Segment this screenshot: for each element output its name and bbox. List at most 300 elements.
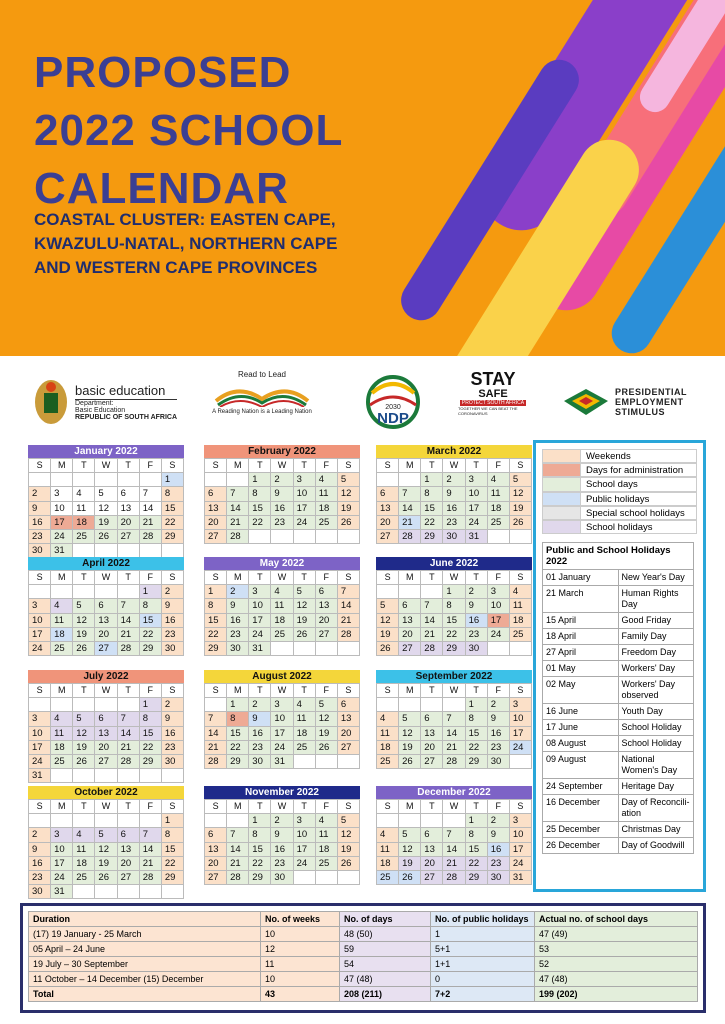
day-cell: 25 [315, 515, 337, 529]
day-cell: 28 [205, 754, 227, 768]
day-cell: 27 [95, 754, 117, 768]
holiday-date: 25 December [543, 822, 619, 838]
weekday-header: S [29, 800, 51, 814]
month-calendar [376, 786, 532, 885]
weekday-header: S [509, 684, 531, 698]
legend-label: School holidays [586, 521, 653, 533]
month-header: March 2022 [376, 445, 532, 458]
duration-cell: No. of public holidays [431, 912, 535, 927]
day-cell: 19 [399, 740, 421, 754]
day-cell: 6 [421, 828, 443, 842]
day-cell: 5 [337, 814, 359, 828]
day-cell: 28 [227, 529, 249, 543]
day-cell: 3 [29, 599, 51, 613]
day-cell [443, 814, 465, 828]
month-table [204, 458, 360, 544]
day-cell: 13 [117, 842, 139, 856]
holiday-date: 01 May [543, 661, 619, 677]
day-cell: 11 [487, 487, 509, 501]
duration-cell: 1 [431, 927, 535, 942]
day-cell: 26 [73, 641, 95, 655]
title-line: CALENDAR [34, 164, 289, 213]
day-cell: 5 [399, 828, 421, 842]
day-cell: 13 [421, 842, 443, 856]
day-cell: 6 [399, 599, 421, 613]
month-header: December 2022 [376, 786, 532, 799]
day-cell: 28 [227, 870, 249, 884]
day-cell [399, 814, 421, 828]
day-cell: 23 [271, 515, 293, 529]
day-cell: 11 [315, 828, 337, 842]
legend-item [542, 520, 697, 534]
duration-cell: 54 [340, 957, 431, 972]
day-cell: 25 [377, 754, 399, 768]
day-cell: 1 [249, 814, 271, 828]
weekday-header: S [509, 800, 531, 814]
day-cell: 7 [443, 828, 465, 842]
day-cell: 14 [421, 613, 443, 627]
day-cell: 6 [95, 599, 117, 613]
legend-item [542, 463, 697, 477]
basic-education-text: basic education [75, 383, 177, 400]
day-cell: 29 [249, 870, 271, 884]
day-cell [293, 641, 315, 655]
day-cell: 20 [205, 856, 227, 870]
subtitle-line: COASTAL CLUSTER: EASTEN CAPE, [34, 210, 336, 229]
day-cell: 13 [337, 712, 359, 726]
weekday-header: F [487, 684, 509, 698]
holiday-date: 01 January [543, 570, 619, 586]
day-cell [161, 544, 183, 558]
weekday-header: S [161, 459, 183, 473]
holiday-date: 16 June [543, 704, 619, 720]
day-cell: 19 [73, 740, 95, 754]
day-cell: 1 [465, 698, 487, 712]
month-header: July 2022 [28, 670, 184, 683]
weekday-header: S [205, 459, 227, 473]
day-cell: 18 [487, 501, 509, 515]
month-calendar [376, 557, 532, 656]
legend-swatch [543, 464, 581, 476]
day-cell: 1 [139, 698, 161, 712]
day-cell: 8 [227, 712, 249, 726]
month-header: May 2022 [204, 557, 360, 570]
day-cell: 25 [73, 870, 95, 884]
day-cell [249, 529, 271, 543]
duration-cell: (17) 19 January - 25 March [29, 927, 261, 942]
duration-cell: 12 [261, 942, 340, 957]
duration-cell: 47 (49) [535, 927, 698, 942]
day-cell: 28 [337, 627, 359, 641]
day-cell: 2 [465, 585, 487, 599]
day-cell: 26 [293, 627, 315, 641]
day-cell [95, 814, 117, 828]
legend-item [542, 477, 697, 491]
weekday-header: W [271, 800, 293, 814]
day-cell: 23 [271, 856, 293, 870]
holiday-name: Good Friday [618, 613, 694, 629]
holiday-name: Christmas Day [618, 822, 694, 838]
holiday-row [543, 586, 694, 613]
legend-swatch [543, 450, 581, 462]
weekday-header: F [487, 459, 509, 473]
weekday-header: W [271, 571, 293, 585]
pres-line: EMPLOYMENT [615, 397, 684, 407]
day-cell: 4 [73, 487, 95, 501]
holiday-name: New Year's Day [618, 570, 694, 586]
day-cell [117, 544, 139, 558]
weekday-header: T [465, 459, 487, 473]
holiday-name: Youth Day [618, 704, 694, 720]
month-calendar [376, 670, 532, 769]
day-cell: 13 [399, 613, 421, 627]
day-cell: 19 [337, 842, 359, 856]
duration-cell: 19 July – 30 September [29, 957, 261, 972]
weekday-header: F [315, 684, 337, 698]
day-cell: 21 [139, 515, 161, 529]
day-cell [161, 769, 183, 783]
weekday-header: T [293, 571, 315, 585]
day-cell: 6 [421, 712, 443, 726]
dept-line: Department: [75, 400, 114, 407]
day-cell: 4 [487, 473, 509, 487]
day-cell: 16 [465, 613, 487, 627]
day-cell: 20 [95, 740, 117, 754]
day-cell [421, 585, 443, 599]
duration-panel [20, 903, 706, 1013]
weekday-header: T [465, 684, 487, 698]
day-cell: 2 [271, 473, 293, 487]
day-cell: 9 [465, 599, 487, 613]
month-table [376, 683, 532, 769]
day-cell: 26 [399, 870, 421, 884]
day-cell [139, 814, 161, 828]
holiday-date: 09 August [543, 752, 619, 779]
weekday-header: T [117, 684, 139, 698]
day-cell: 2 [249, 698, 271, 712]
day-cell [205, 473, 227, 487]
day-cell: 2 [487, 814, 509, 828]
day-cell: 10 [293, 828, 315, 842]
day-cell [29, 585, 51, 599]
day-cell: 27 [399, 641, 421, 655]
day-cell [95, 585, 117, 599]
day-cell: 8 [465, 828, 487, 842]
duration-cell: 11 [261, 957, 340, 972]
day-cell: 22 [139, 740, 161, 754]
weekday-header: S [377, 459, 399, 473]
duration-cell: 7+2 [431, 987, 535, 1002]
weekday-header: M [399, 459, 421, 473]
holiday-date: 18 April [543, 629, 619, 645]
day-cell: 14 [443, 842, 465, 856]
day-cell [227, 473, 249, 487]
day-cell [337, 529, 359, 543]
day-cell: 29 [421, 529, 443, 543]
day-cell [315, 641, 337, 655]
month-calendar [28, 445, 184, 558]
page-subtitle [34, 208, 337, 280]
day-cell: 14 [227, 501, 249, 515]
day-cell: 7 [117, 712, 139, 726]
month-table [28, 570, 184, 656]
holiday-row [543, 752, 694, 779]
weekday-header: W [95, 684, 117, 698]
day-cell: 5 [95, 487, 117, 501]
duration-cell: 208 (211) [340, 987, 431, 1002]
day-cell: 7 [443, 712, 465, 726]
day-cell: 11 [271, 599, 293, 613]
day-cell: 2 [29, 828, 51, 842]
day-cell [205, 814, 227, 828]
holiday-date: 15 April [543, 613, 619, 629]
day-cell [227, 814, 249, 828]
day-cell: 16 [161, 726, 183, 740]
day-cell: 4 [377, 712, 399, 726]
weekday-header: M [51, 684, 73, 698]
duration-cell: Actual no. of school days [535, 912, 698, 927]
legend-label: Days for administration [586, 465, 684, 477]
read-to-lead-text: Read to Lead [237, 370, 287, 379]
day-cell: 7 [399, 487, 421, 501]
day-cell: 31 [465, 529, 487, 543]
day-cell [315, 529, 337, 543]
day-cell: 15 [465, 842, 487, 856]
day-cell: 3 [249, 585, 271, 599]
subtitle-line: AND WESTERN CAPE PROVINCES [34, 258, 318, 277]
month-header: April 2022 [28, 557, 184, 570]
weekday-header: M [399, 800, 421, 814]
day-cell: 25 [377, 870, 399, 884]
month-header: June 2022 [376, 557, 532, 570]
day-cell: 2 [487, 698, 509, 712]
coat-of-arms-icon [32, 377, 70, 427]
day-cell [73, 769, 95, 783]
day-cell: 19 [509, 501, 531, 515]
month-table [204, 570, 360, 656]
day-cell [95, 769, 117, 783]
duration-cell: 10 [261, 972, 340, 987]
day-cell: 6 [117, 487, 139, 501]
weekday-header: S [29, 684, 51, 698]
day-cell: 5 [399, 712, 421, 726]
day-cell: 18 [293, 726, 315, 740]
holiday-name: Heritage Day [618, 779, 694, 795]
day-cell: 14 [337, 599, 359, 613]
basic-education-logo [32, 370, 177, 434]
weekday-header: S [29, 571, 51, 585]
day-cell: 18 [73, 856, 95, 870]
day-cell: 12 [293, 599, 315, 613]
duration-cell: 11 October – 14 December (15) December [29, 972, 261, 987]
day-cell: 5 [73, 599, 95, 613]
day-cell: 13 [117, 501, 139, 515]
day-cell: 10 [271, 712, 293, 726]
day-cell: 14 [139, 842, 161, 856]
month-table [28, 458, 184, 558]
day-cell: 28 [443, 870, 465, 884]
day-cell: 10 [487, 599, 509, 613]
legend-item [542, 506, 697, 520]
header-banner [0, 0, 725, 356]
day-cell: 11 [51, 726, 73, 740]
month-calendar [28, 670, 184, 783]
holiday-date: 16 December [543, 795, 619, 822]
day-cell [73, 698, 95, 712]
day-cell: 10 [29, 726, 51, 740]
day-cell: 28 [117, 754, 139, 768]
day-cell: 2 [443, 473, 465, 487]
duration-cell: 43 [261, 987, 340, 1002]
holiday-row [543, 570, 694, 586]
day-cell [29, 814, 51, 828]
duration-cell: 5+1 [431, 942, 535, 957]
holiday-date: 17 June [543, 720, 619, 736]
day-cell: 7 [227, 828, 249, 842]
weekday-header: S [509, 571, 531, 585]
dept-line: Basic Education [75, 407, 126, 414]
duration-cell: 10 [261, 927, 340, 942]
day-cell [139, 544, 161, 558]
legend-item [542, 449, 697, 463]
stay-text: STAY [470, 369, 516, 389]
pres-line: PRESIDENTIAL [615, 387, 688, 397]
day-cell [315, 754, 337, 768]
month-calendar [376, 445, 532, 544]
pres-line: STIMULUS [615, 407, 665, 417]
day-cell: 17 [509, 842, 531, 856]
safe-tag: TOGETHER WE CAN BEAT THE CORONAVIRUS [458, 406, 518, 416]
day-cell [337, 754, 359, 768]
day-cell: 16 [487, 842, 509, 856]
day-cell [51, 769, 73, 783]
day-cell: 7 [139, 828, 161, 842]
day-cell: 14 [399, 501, 421, 515]
day-cell: 20 [95, 627, 117, 641]
day-cell: 5 [73, 712, 95, 726]
day-cell: 29 [161, 870, 183, 884]
day-cell: 15 [249, 501, 271, 515]
day-cell: 4 [315, 473, 337, 487]
day-cell: 19 [337, 501, 359, 515]
day-cell: 15 [139, 613, 161, 627]
day-cell: 27 [117, 529, 139, 543]
month-table [376, 799, 532, 885]
day-cell: 26 [337, 515, 359, 529]
day-cell: 23 [487, 740, 509, 754]
day-cell [271, 529, 293, 543]
day-cell: 20 [205, 515, 227, 529]
weekday-header: T [421, 571, 443, 585]
day-cell: 17 [29, 627, 51, 641]
holiday-name: School Holiday [618, 736, 694, 752]
weekday-header: T [73, 684, 95, 698]
day-cell: 23 [249, 740, 271, 754]
day-cell: 9 [271, 487, 293, 501]
weekday-header: W [443, 684, 465, 698]
day-cell: 16 [271, 501, 293, 515]
day-cell: 1 [249, 473, 271, 487]
day-cell: 15 [139, 726, 161, 740]
day-cell: 2 [161, 698, 183, 712]
day-cell: 18 [51, 740, 73, 754]
day-cell: 14 [139, 501, 161, 515]
day-cell: 30 [487, 754, 509, 768]
day-cell [399, 473, 421, 487]
weekday-header: S [161, 571, 183, 585]
weekday-header: W [443, 571, 465, 585]
legend-label: School days [586, 479, 638, 491]
day-cell: 25 [51, 641, 73, 655]
day-cell [421, 814, 443, 828]
day-cell: 12 [73, 726, 95, 740]
legend-swatch [543, 478, 581, 490]
subtitle-line: KWAZULU-NATAL, NORTHERN CAPE [34, 234, 338, 253]
day-cell: 31 [249, 641, 271, 655]
day-cell [95, 544, 117, 558]
day-cell: 30 [443, 529, 465, 543]
weekday-header: M [399, 571, 421, 585]
weekday-header: M [51, 459, 73, 473]
day-cell [51, 698, 73, 712]
day-cell: 24 [29, 641, 51, 655]
day-cell: 19 [315, 726, 337, 740]
month-table [204, 799, 360, 885]
day-cell: 26 [509, 515, 531, 529]
holiday-name: Workers' Day observed [618, 677, 694, 704]
day-cell: 29 [227, 754, 249, 768]
holiday-name: Freedom Day [618, 645, 694, 661]
holiday-row [543, 677, 694, 704]
duration-cell: 199 (202) [535, 987, 698, 1002]
holiday-row [543, 736, 694, 752]
weekday-header: M [399, 684, 421, 698]
day-cell: 12 [377, 613, 399, 627]
day-cell: 21 [117, 627, 139, 641]
day-cell: 16 [271, 842, 293, 856]
day-cell: 4 [377, 828, 399, 842]
day-cell [337, 870, 359, 884]
day-cell: 3 [293, 814, 315, 828]
day-cell: 5 [315, 698, 337, 712]
legend-label: Weekends [586, 451, 631, 462]
day-cell: 13 [377, 501, 399, 515]
day-cell [73, 885, 95, 899]
day-cell: 29 [161, 529, 183, 543]
weekday-header: T [293, 459, 315, 473]
dept-line: REPUBLIC OF SOUTH AFRICA [75, 414, 178, 421]
day-cell: 17 [29, 740, 51, 754]
weekday-header: S [205, 800, 227, 814]
duration-header-row [29, 912, 698, 927]
legend-swatch [543, 507, 581, 519]
day-cell: 28 [139, 529, 161, 543]
day-cell: 5 [377, 599, 399, 613]
duration-cell: 52 [535, 957, 698, 972]
stay-safe-logo [458, 370, 528, 434]
day-cell: 2 [161, 585, 183, 599]
legend-list [542, 449, 697, 534]
day-cell: 19 [399, 856, 421, 870]
weekday-header: S [337, 684, 359, 698]
duration-cell: 47 (48) [340, 972, 431, 987]
holiday-name: Day of Reconcili-ation [618, 795, 694, 822]
day-cell: 3 [51, 828, 73, 842]
day-cell: 21 [337, 613, 359, 627]
day-cell: 24 [29, 754, 51, 768]
holiday-name: Workers' Day [618, 661, 694, 677]
day-cell: 20 [315, 613, 337, 627]
